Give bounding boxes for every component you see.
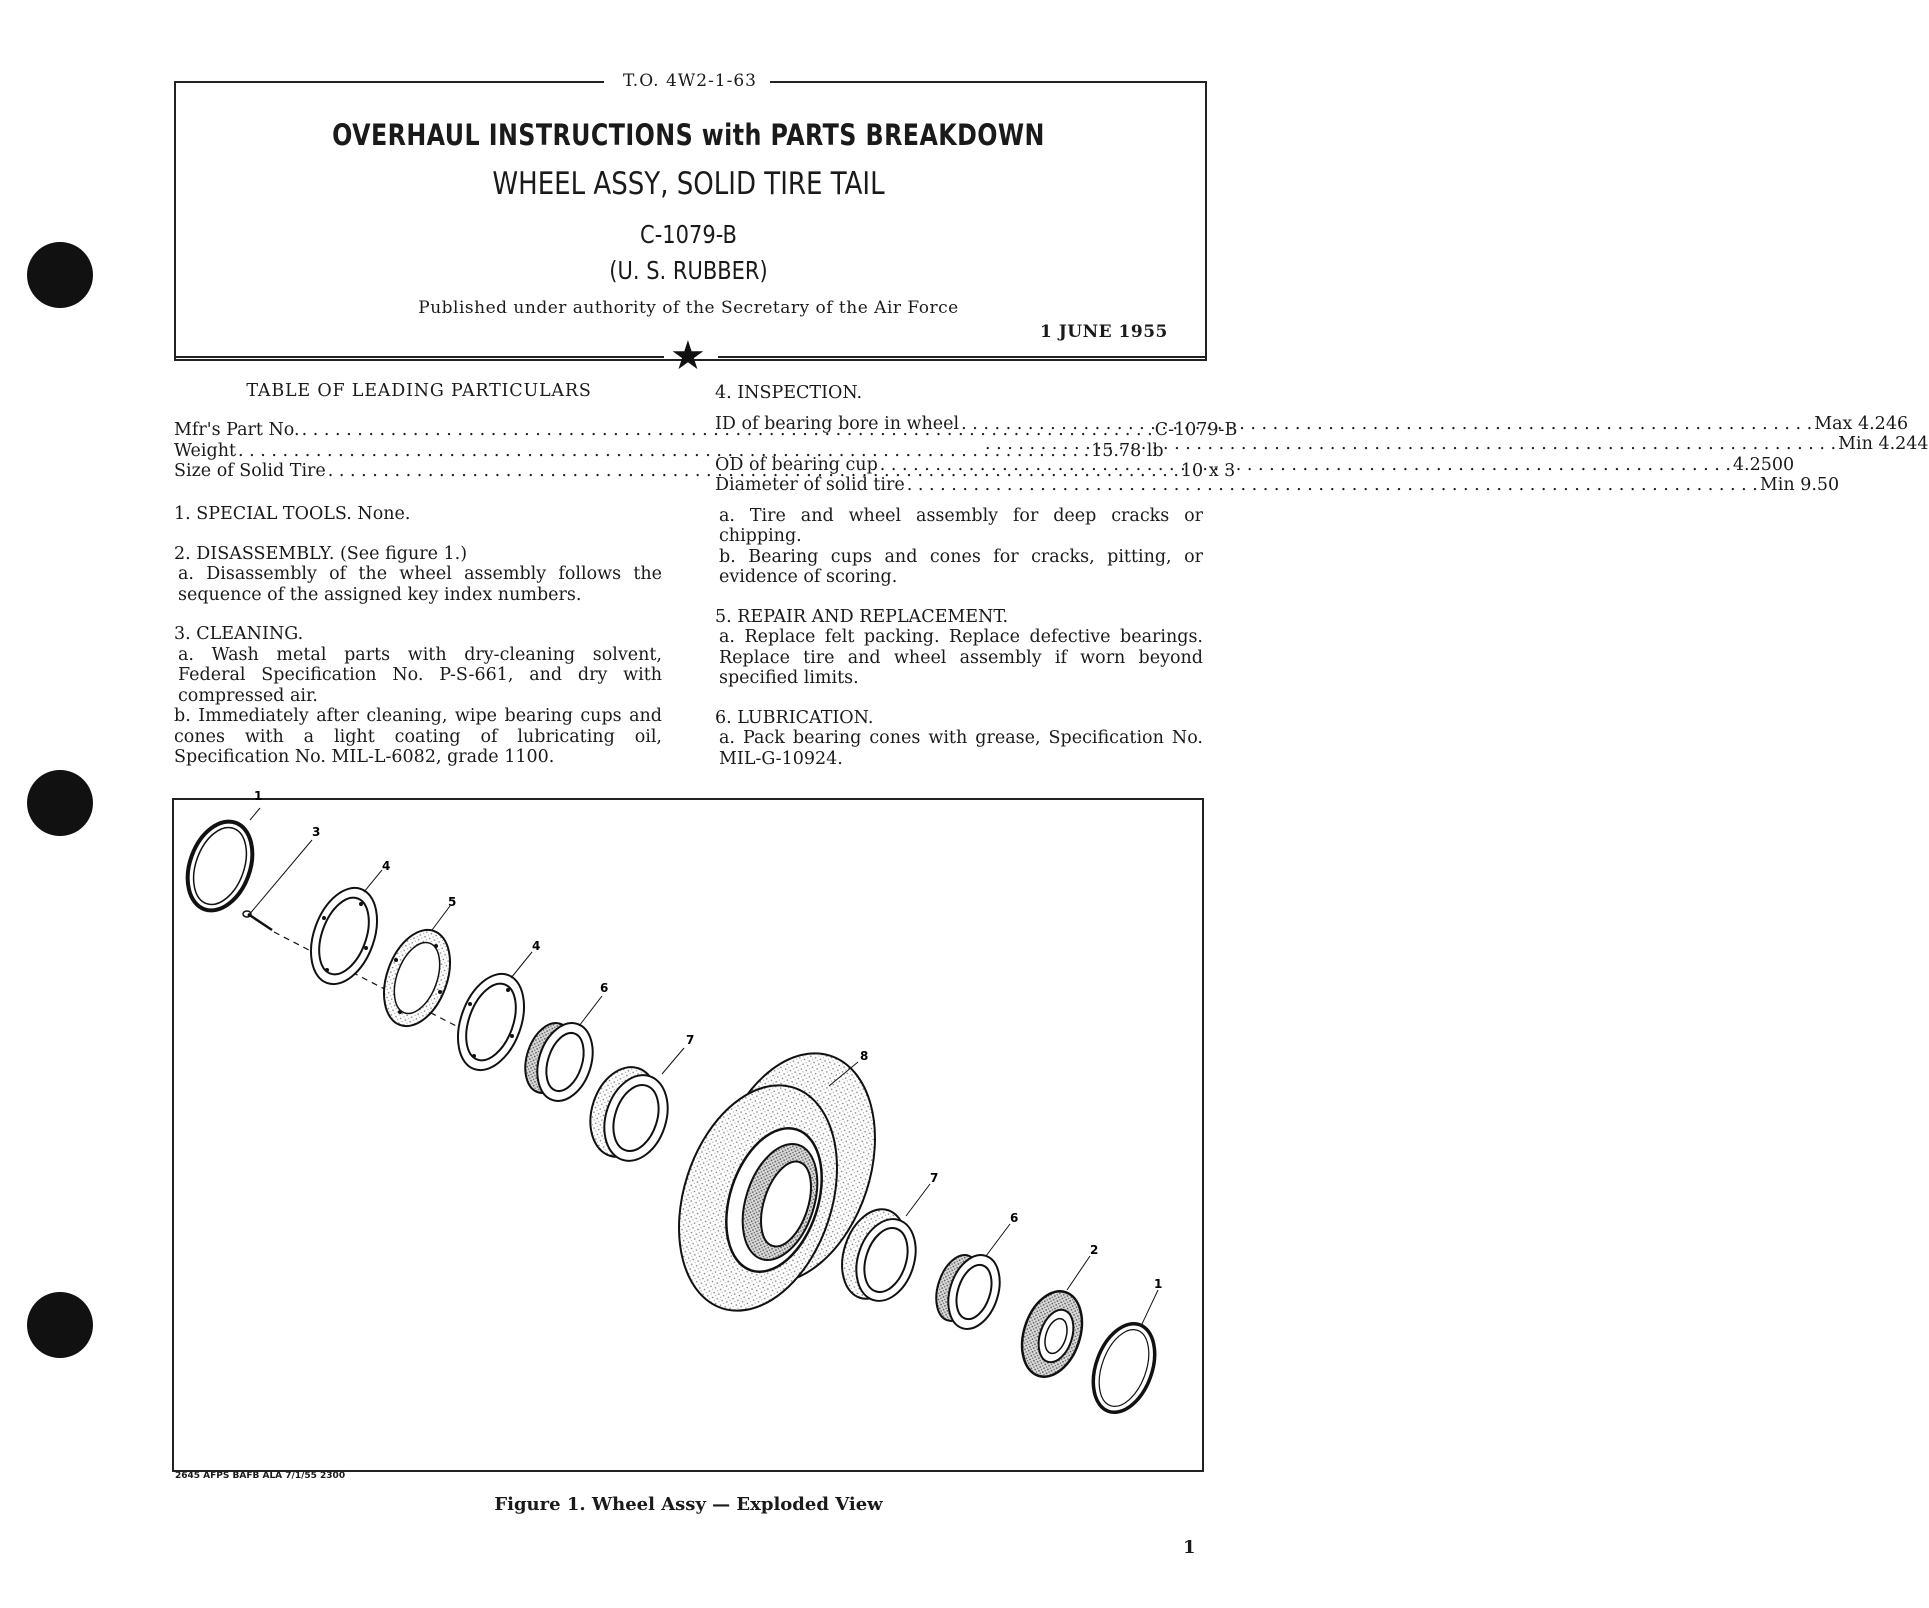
page-number: 1 [1183, 1537, 1196, 1558]
callout-7: 7 [686, 1033, 695, 1047]
seal-part-2 [1012, 1256, 1092, 1384]
section-disassembly-a: a. Disassembly of the wheel assembly follows the sequence of the assigned key index numbers. [178, 564, 662, 605]
washer-part-4-second [446, 952, 537, 1079]
callout-4-second: 4 [532, 939, 541, 953]
inspection-value: Max 4.246 [1814, 413, 1909, 434]
star-icon: ★ [670, 333, 706, 379]
left-column-text [174, 504, 662, 768]
main-title: OVERHAUL INSTRUCTIONS with PARTS BREAKDOWN [332, 118, 1045, 152]
particular-value: C-1079-B [1154, 420, 1238, 440]
subtitle: WHEEL ASSY, SOLID TIRE TAIL [492, 166, 885, 202]
callout-1-second: 1 [1154, 1277, 1163, 1291]
callout-6: 6 [600, 981, 609, 995]
callout-1: 1 [254, 789, 263, 803]
binder-hole-top [27, 242, 93, 308]
particular-label: Size of Solid Tire [174, 461, 326, 481]
binder-hole-middle [27, 770, 93, 836]
particular-row [174, 440, 1164, 462]
manufacturer: (U. S. RUBBER) [609, 256, 768, 285]
section-cleaning-b: b. Immediately after cleaning, wipe bearing cups and cones with a light coating of lubricating oil, Specification No. MIL-L-6082, grade 1100. [174, 706, 662, 767]
inspection-label: Diameter of solid tire [715, 475, 905, 495]
section-repair-heading: 5. REPAIR AND REPLACEMENT. [715, 606, 1009, 627]
inspection-row [715, 434, 1929, 455]
inspection-value: Min 4.244 [1838, 434, 1929, 454]
section-inspection-heading: 4. INSPECTION. [715, 383, 863, 403]
particular-value: 15.78 lb [1091, 440, 1164, 461]
callout-6-second: 6 [1010, 1211, 1019, 1225]
section-lubrication-a: a. Pack bearing cones with grease, Specification No. MIL-G-10924. [719, 728, 1203, 769]
section-repair-a: a. Replace felt packing. Replace defective bearings. Replace tire and wheel assembly if worn beyond specified limits. [719, 627, 1203, 688]
inspection-row [715, 475, 1840, 496]
print-code: 2645 AFPS BAFB ALA 7/1/55 2300 [175, 1471, 346, 1481]
to-number: T.O. 4W2-1-63 [622, 71, 758, 91]
section-disassembly-heading: 2. DISASSEMBLY. (See figure 1.) [174, 543, 468, 564]
snap-ring-part-1 [176, 808, 264, 919]
section-cleaning-a: a. Wash metal parts with dry-cleaning solvent, Federal Specification No. P-S-661, and dry with compressed air. [178, 644, 662, 706]
section-inspection-b: b. Bearing cups and cones for cracks, pitting, or evidence of scoring. [719, 546, 1203, 587]
callout-3: 3 [312, 825, 321, 839]
bearing-cone-part-6-second [928, 1224, 1010, 1336]
felt-packing-part-5 [372, 906, 463, 1035]
washer-part-4 [299, 870, 390, 993]
inspection-value: Min 9.50 [1759, 475, 1840, 495]
publication-date: 1 JUNE 1955 [1040, 322, 1168, 342]
model-number: C-1079-B [640, 220, 737, 249]
figure-caption: Figure 1. Wheel Assy — Exploded View [494, 1494, 883, 1515]
binder-hole-bottom [27, 1292, 93, 1358]
particular-label: Mfr's Part No. [174, 420, 300, 440]
divider-right [718, 356, 1205, 358]
section-inspection-a: a. Tire and wheel assembly for deep cracks or chipping. [719, 505, 1203, 546]
particular-value: 10 x 3 [1180, 461, 1236, 481]
figure-frame [172, 789, 1204, 1472]
callout-4: 4 [382, 859, 391, 873]
inspection-label: OD of bearing cup [715, 454, 878, 475]
inspection-label: ID of bearing bore in wheel [715, 413, 960, 434]
exploded-view-illustration [174, 789, 1202, 1470]
bearing-cone-part-6 [517, 996, 602, 1108]
leading-particulars-title: TABLE OF LEADING PARTICULARS [246, 381, 592, 401]
snap-ring-part-1-second [1082, 1290, 1166, 1421]
particular-label: Weight [174, 440, 237, 461]
callout-8: 8 [860, 1049, 869, 1063]
authority-line: Published under authority of the Secretary of the Air Force [418, 298, 959, 318]
section-lubrication-heading: 6. LUBRICATION. [715, 707, 874, 728]
bearing-cup-part-7 [579, 1048, 684, 1169]
section-cleaning-heading: 3. CLEANING. [174, 624, 304, 644]
callout-7-second: 7 [930, 1171, 939, 1185]
divider-left [174, 356, 664, 358]
callout-2: 2 [1090, 1243, 1099, 1257]
callout-5: 5 [448, 895, 457, 909]
section-special-tools: 1. SPECIAL TOOLS. None. [174, 504, 411, 524]
inspection-value: 4.2500 [1732, 454, 1795, 475]
